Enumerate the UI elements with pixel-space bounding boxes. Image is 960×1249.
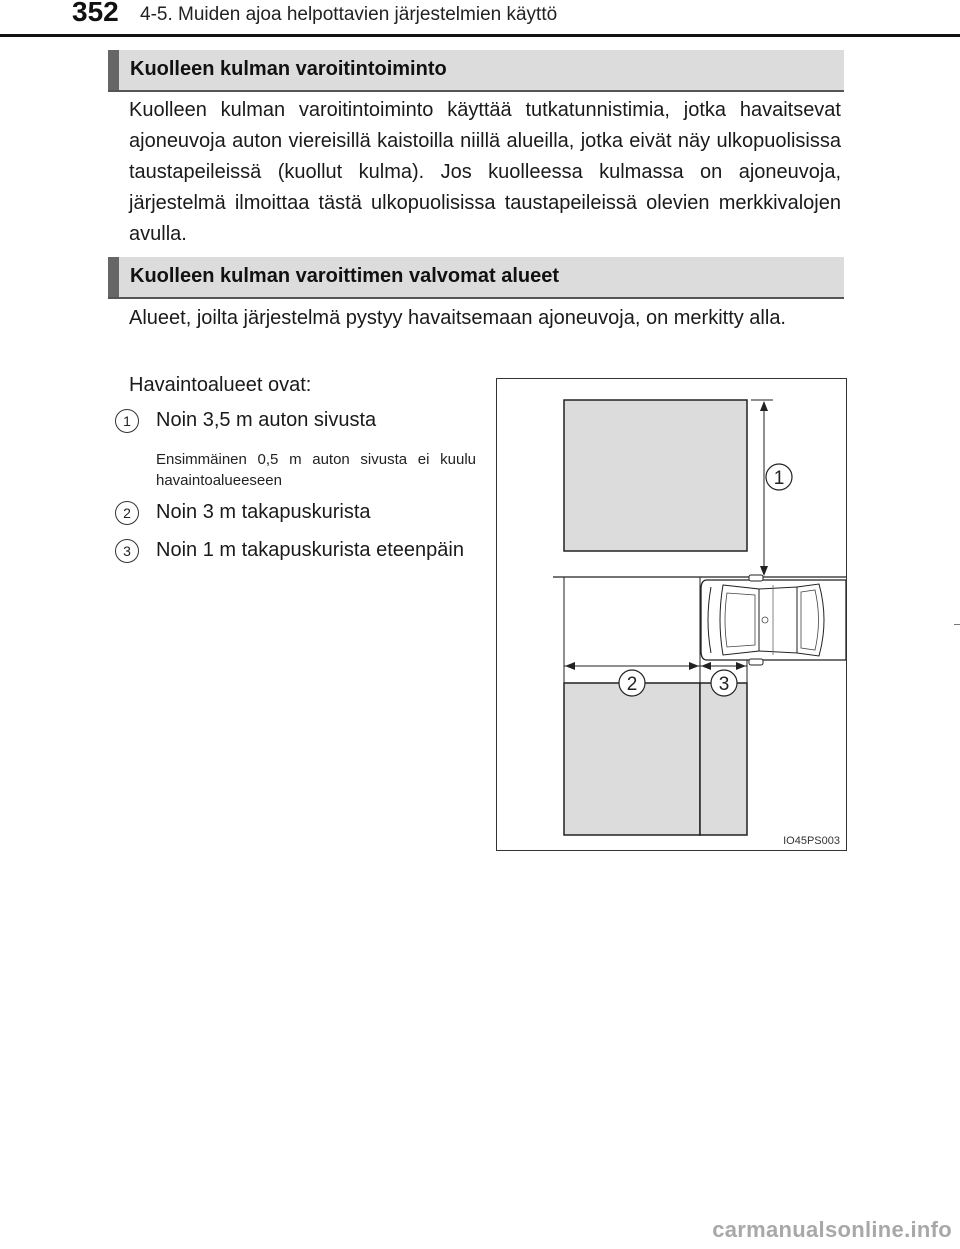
callout-1 xyxy=(766,464,792,490)
callout-number: 3 xyxy=(718,674,730,695)
section-body-text: Alueet, joilta järjestelmä pystyy havaitsemaan ajoneuvoja, on merkitty alla. xyxy=(129,307,786,329)
section-heading-monitored-areas xyxy=(108,257,844,299)
section-title: Kuolleen kulman varoitintoiminto xyxy=(130,58,447,80)
callout-2 xyxy=(619,670,645,696)
rear-detection-zone xyxy=(564,683,700,835)
forward-rear-detection-zone xyxy=(700,683,747,835)
section-marker xyxy=(108,50,119,90)
section-heading-blind-spot-function xyxy=(108,50,844,92)
list-item-text: Noin 1 m takapuskurista eteenpäin xyxy=(156,539,464,561)
detection-area-diagram xyxy=(496,378,847,851)
dimension-1 xyxy=(751,400,773,576)
header-rule xyxy=(0,34,960,37)
section-title: Kuolleen kulman varoittimen valvomat alueet xyxy=(130,265,560,287)
list-item-text: Noin 3,5 m auton sivusta xyxy=(156,409,377,431)
page-number: 352 xyxy=(72,0,119,27)
number-badge: 2 xyxy=(115,501,139,525)
section-body-text: Kuolleen kulman varoitintoiminto käyttää tutkatunnistimia, jotka havaitsevat ajoneuvoja auton viereisillä kaistoilla niillä alueilla, jotka eivät näy ulkopuolisissa taustapeileissä (kuollut kulma). Jos kuolleessa kulmassa on ajoneuvoja, järjestelmä ilmoittaa tästä ulkopuolisissa taustapeileissä olevien merkkivalojen avulla. xyxy=(129,99,841,245)
list-item-text: Noin 3 m takapuskurista xyxy=(156,501,371,523)
figure-code: IO45PS003 xyxy=(783,835,840,847)
callout-number: 2 xyxy=(626,674,638,695)
section-marker xyxy=(108,257,119,297)
side-detection-zone xyxy=(564,400,747,551)
watermark-text: carmanualsonline.info xyxy=(712,1217,952,1242)
areas-intro: Havaintoalueet ovat: xyxy=(129,374,312,396)
edge-tick xyxy=(954,624,960,625)
callout-3 xyxy=(711,670,737,696)
callout-number: 1 xyxy=(773,468,785,489)
car-icon xyxy=(701,575,846,665)
number-badge: 3 xyxy=(115,539,139,563)
note-text: Ensimmäinen 0,5 m auton sivusta ei kuulu havaintoalueeseen xyxy=(156,451,476,489)
number-badge: 1 xyxy=(115,409,139,433)
diagram-svg xyxy=(497,379,846,850)
chapter-title: 4-5. Muiden ajoa helpottavien järjestelmien käyttö xyxy=(140,4,558,25)
